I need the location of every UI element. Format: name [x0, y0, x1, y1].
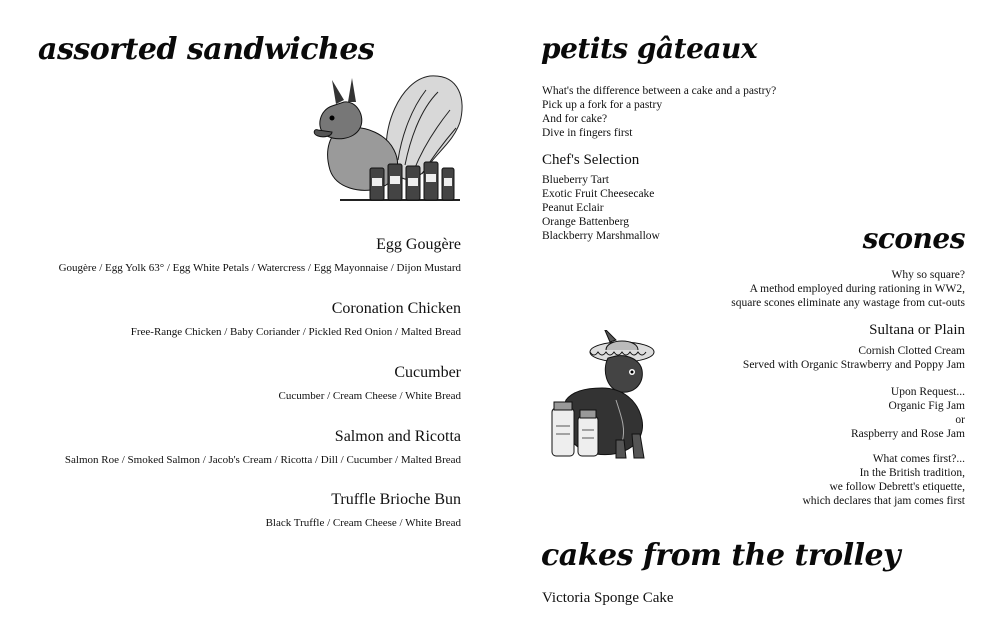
intro-line: What's the difference between a cake and a pastry? [542, 85, 777, 97]
scones-name: Sultana or Plain [869, 322, 965, 338]
text-line: which declares that jam comes first [802, 495, 965, 507]
text-line: square scones eliminate any wastage from cut-outs [731, 297, 965, 309]
item-ingredients: Salmon Roe / Smoked Salmon / Jacob's Cream / Ricotta / Dill / Cucumber / Malted Bread [64, 454, 461, 466]
petits-title: petits gâteaux [541, 32, 758, 65]
text-line: Organic Fig Jam [888, 400, 965, 412]
list-item: Exotic Fruit Cheesecake [542, 188, 655, 200]
item-name: Coronation Chicken [331, 300, 461, 317]
item-ingredients: Gougère / Egg Yolk 63° / Egg White Petals / Watercress / Egg Mayonnaise / Dijon Mustard [58, 262, 461, 274]
text-line: Raspberry and Rose Jam [850, 428, 965, 440]
scones-first [802, 452, 965, 508]
item-ingredients: Cucumber / Cream Cheese / White Bread [278, 390, 461, 402]
text-line: What comes first?... [872, 453, 965, 465]
text-line: Why so square? [891, 269, 965, 281]
text-line: we follow Debrett's etiquette, [829, 481, 965, 493]
selection-heading: Chef's Selection [542, 152, 640, 168]
trolley-item: Victoria Sponge Cake [542, 590, 674, 606]
item-name: Egg Gougère [376, 236, 461, 253]
scones-served [743, 344, 965, 372]
scones-title: scones [862, 222, 965, 255]
intro-line: Dive in fingers first [542, 127, 633, 139]
petits-intro [542, 84, 776, 140]
scones-why [731, 268, 965, 310]
rabbit-illustration [546, 330, 670, 464]
item-ingredients: Black Truffle / Cream Cheese / White Bread [265, 517, 461, 529]
list-item: Orange Battenberg [542, 216, 629, 228]
sandwiches-title: assorted sandwiches [38, 32, 375, 67]
item-name: Cucumber [394, 364, 461, 381]
list-item: Blueberry Tart [542, 174, 610, 186]
intro-line: And for cake? [542, 113, 608, 125]
selection-list [542, 173, 660, 243]
scones-request [851, 385, 965, 441]
text-line: In the British tradition, [859, 467, 965, 479]
trolley-title: cakes from the trolley [541, 538, 901, 573]
item-name: Salmon and Ricotta [334, 428, 461, 445]
item-name: Truffle Brioche Bun [331, 491, 461, 508]
intro-line: Pick up a fork for a pastry [542, 99, 663, 111]
list-item: Peanut Eclair [542, 202, 604, 214]
text-line: Upon Request... [890, 386, 965, 398]
text-line: A method employed during rationing in WW2, [749, 283, 965, 295]
text-line: Cornish Clotted Cream [858, 345, 965, 357]
item-ingredients: Free-Range Chicken / Baby Coriander / Pickled Red Onion / Malted Bread [130, 326, 461, 338]
list-item: Blackberry Marshmallow [542, 230, 660, 242]
text-line: or [955, 414, 965, 426]
text-line: Served with Organic Strawberry and Poppy Jam [742, 359, 965, 371]
squirrel-illustration [310, 70, 468, 206]
